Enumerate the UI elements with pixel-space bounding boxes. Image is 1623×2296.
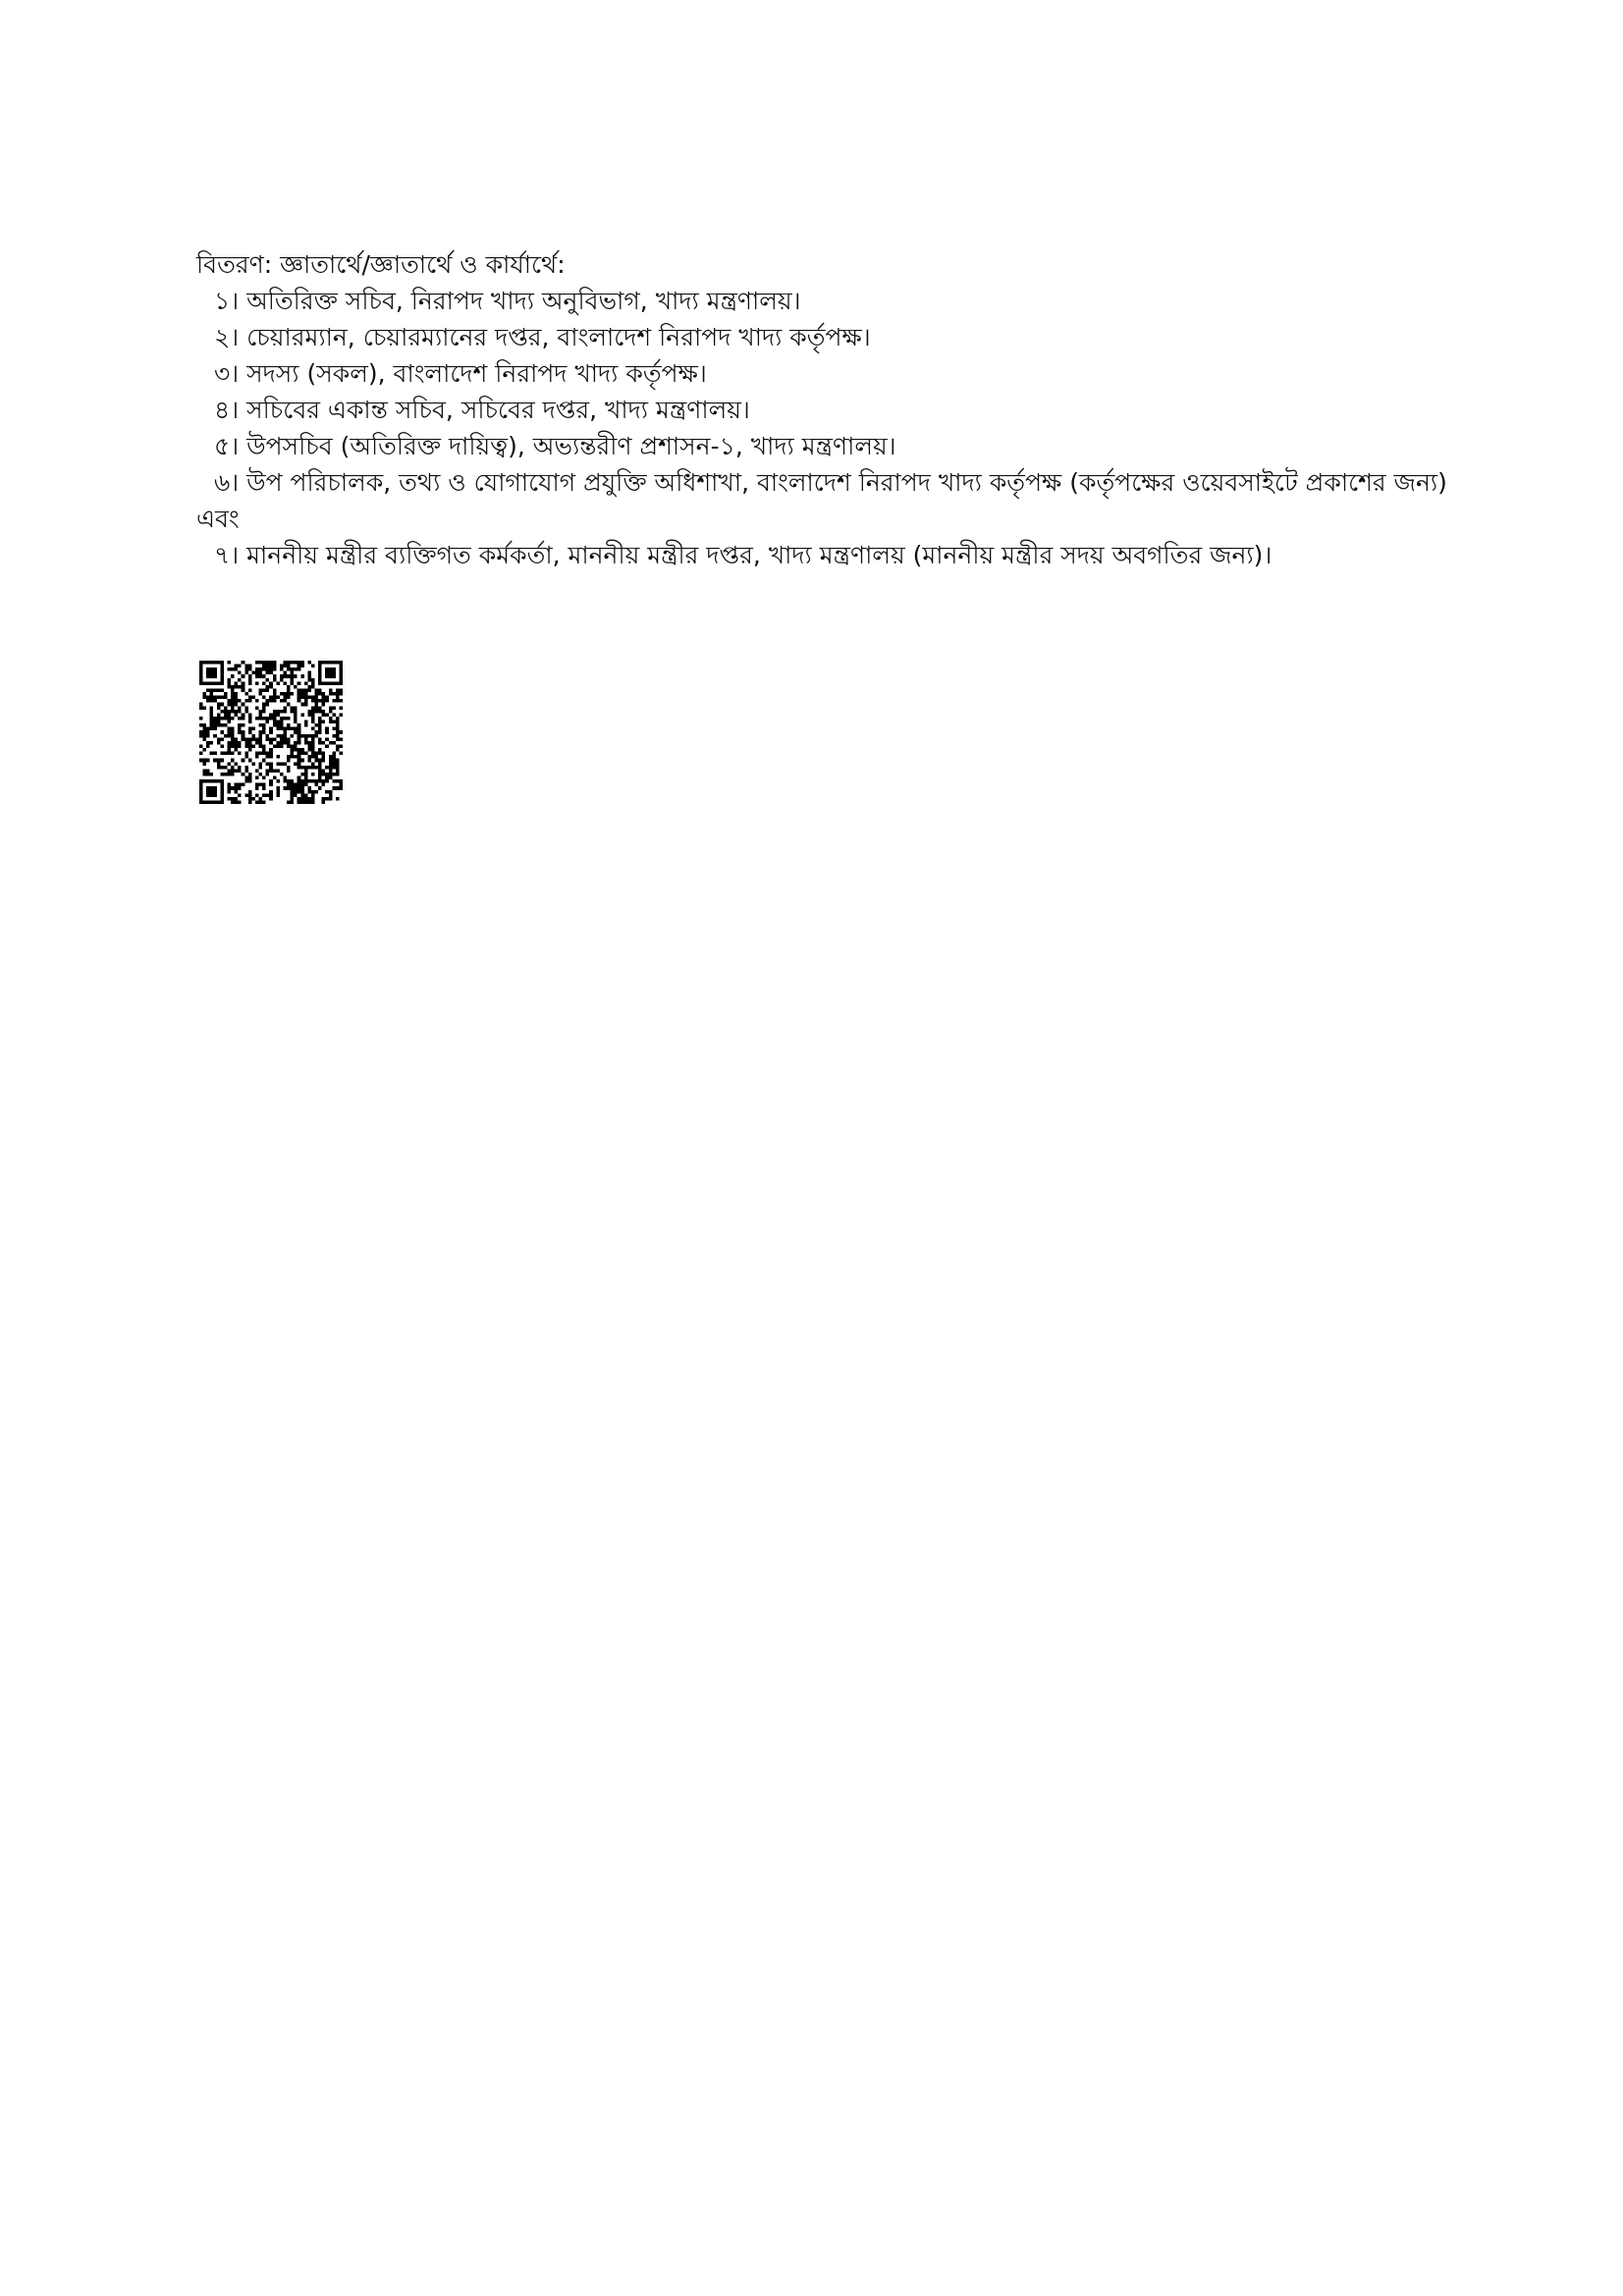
distribution-item-4: ৪। সচিবের একান্ত সচিব, সচিবের দপ্তর, খাদ্য মন্ত্রণালয়। [214,396,750,424]
distribution-section [196,246,1463,573]
distribution-item-3: ৩। সদস্য (সকল), বাংলাদেশ নিরাপদ খাদ্য কর্তৃপক্ষ। [214,359,707,388]
distribution-item-2: ২। চেয়ারম্যান, চেয়ারম্যানের দপ্তর, বাংলাদেশ নিরাপদ খাদ্য কর্তৃপক্ষ। [214,323,871,351]
distribution-item-6: ৬। উপ পরিচালক, তথ্য ও যোগাযোগ প্রযুক্তি অধিশাখা, বাংলাদেশ নিরাপদ খাদ্য কর্তৃপক্ষ (কর্তৃপক্ষের ওয়েবসাইটে প্রকাশের জন্য) এবং [196,468,1447,533]
distribution-list [196,283,1463,573]
distribution-item-1: ১। অতিরিক্ত সচিব, নিরাপদ খাদ্য অনুবিভাগ, খাদ্য মন্ত্রণালয়। [214,287,801,315]
distribution-item-5: ৫। উপসচিব (অতিরিক্ত দায়িত্ব), অভ্যন্তরীণ প্রশাসন-১, খাদ্য মন্ত্রণালয়। [214,432,896,460]
distribution-item-7: ৭। মাননীয় মন্ত্রীর ব্যক্তিগত কর্মকর্তা, মাননীয় মন্ত্রীর দপ্তর, খাদ্য মন্ত্রণালয় (মাননীয় মন্ত্রীর সদয় অবগতির জন্য)। [214,541,1272,569]
qr-code-graphic [199,661,343,804]
qr-code-icon [199,661,343,804]
distribution-heading: বিতরণ: জ্ঞাতার্থে/জ্ঞাতার্থে ও কার্যার্থে: [196,250,566,279]
